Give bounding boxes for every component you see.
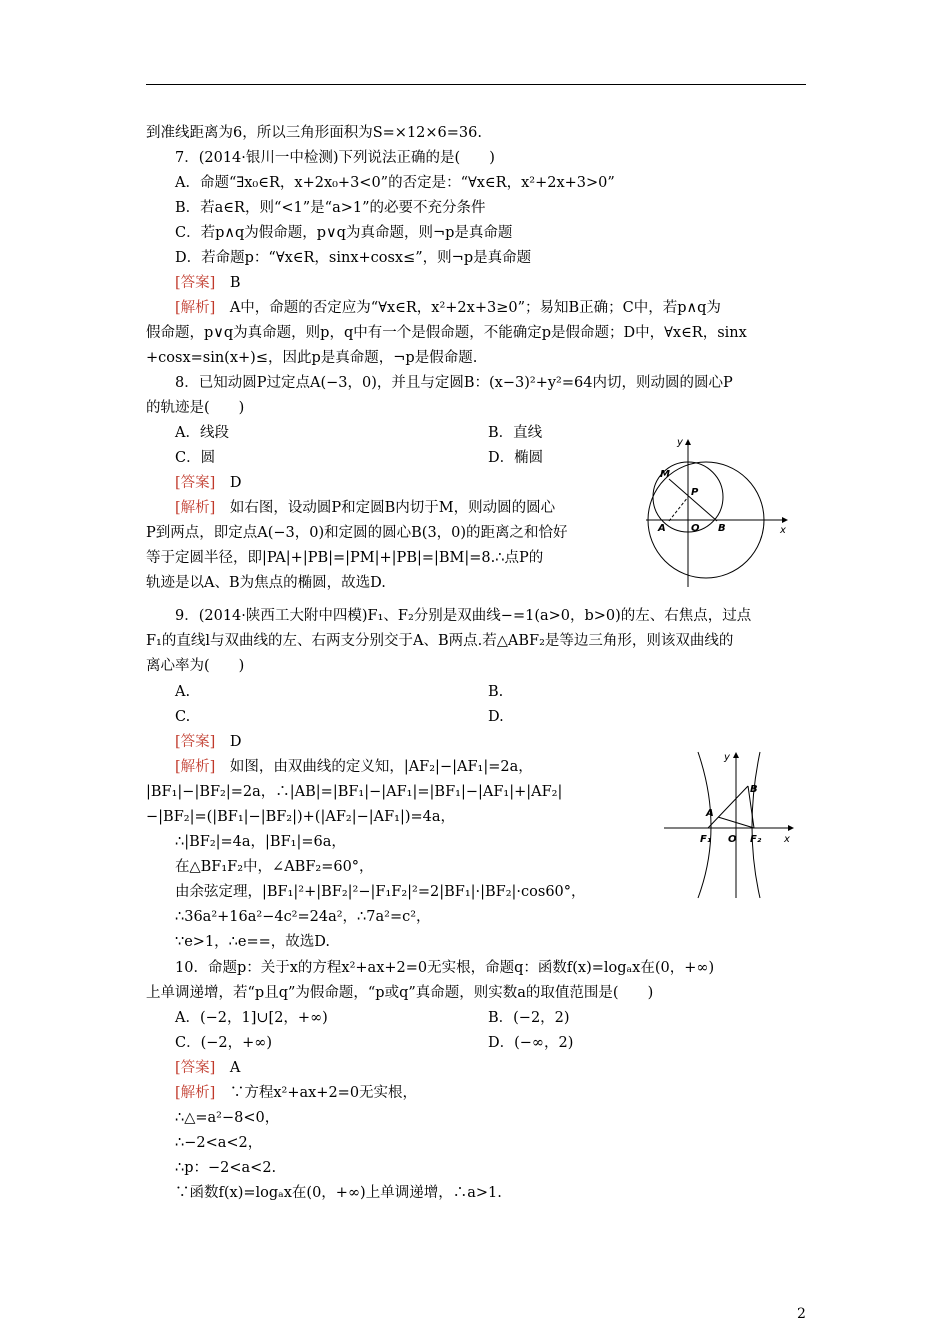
text-line: F₁的直线l与双曲线的左、右两支分别交于A、B两点.若△ABF₂是等边三角形，则该双曲线的 [146, 633, 734, 649]
question-9-option-c: C. [175, 709, 191, 725]
analysis-text: ∵方程x²+ax+2=0无实根， [229, 1085, 418, 1101]
question-7-option-d: D．若命题p：“∀x∈R，sinx+cosx≤”，则¬p是真命题 [175, 250, 532, 266]
answer-value: D [229, 475, 242, 491]
question-10-stem: 10．命题p：关于x的方程x²+ax+2=0无实根，命题q：函数f(x)=logₐx在(0，+∞) [175, 960, 715, 976]
label-o: O [691, 523, 700, 534]
question-10-option-c: C．(−2，+∞) [175, 1035, 273, 1051]
label-a: A [658, 523, 666, 534]
answer-tag: [答案] [175, 475, 216, 491]
answer-tag: [答案] [175, 1060, 216, 1076]
question-8-option-c: C．圆 [175, 450, 216, 466]
text-line: |BF₁|−|BF₂|=2a，∴|AB|=|BF₁|−|AF₁|=|BF₁|−|AF₁|+|AF₂| [146, 784, 563, 800]
analysis-text: A中，命题的否定应为“∀x∈R，x²+2x+3≥0”；易知B正确；C中，若p∧q为 [229, 300, 721, 316]
segment-pa [669, 497, 688, 521]
segment-mb [669, 479, 717, 521]
analysis-tag: [解析] [175, 1085, 216, 1101]
analysis-text: 如图，由双曲线的定义知，|AF₂|−|AF₁|=2a， [229, 759, 533, 775]
question-8-option-a: A．线段 [175, 425, 229, 441]
question-10-option-d: D．(−∞，2) [488, 1035, 574, 1051]
y-label: y [724, 752, 730, 763]
x-axis-arrow-icon [782, 517, 788, 523]
text-line: P到两点，即定点A(−3，0)和定圆的圆心B(3，0)的距离之和恰好 [146, 525, 568, 541]
answer-line [175, 733, 241, 751]
text-line: ∵e>1，∴e==，故选D. [175, 934, 331, 950]
label-f1: F₁ [700, 834, 712, 845]
answer-tag: [答案] [175, 275, 216, 291]
text-line: ∵函数f(x)=logₐx在(0，+∞)上单调递增，∴a>1. [175, 1185, 502, 1201]
text-line: 轨迹是以A、B为焦点的椭圆，故选D. [146, 575, 386, 591]
answer-value: A [229, 1060, 241, 1076]
analysis-line [175, 1084, 417, 1102]
analysis-line [175, 758, 533, 776]
y-label: y [677, 437, 683, 448]
label-b: B [718, 523, 726, 534]
question-7-stem: 7．(2014·银川一中检测)下列说法正确的是( ) [175, 150, 495, 166]
text-line: 离心率为( ) [146, 658, 245, 674]
question-7-option-c: C．若p∧q为假命题，p∨q为真命题，则¬p是真命题 [175, 225, 513, 241]
analysis-text: 如右图，设动圆P和定圆B内切于M，则动圆的圆心 [229, 500, 556, 516]
analysis-line [175, 299, 721, 317]
text-line: −|BF₂|=(|BF₁|−|BF₂|)+(|AF₂|−|AF₁|)=4a， [146, 809, 456, 825]
label-a: A [706, 808, 714, 819]
question-8-option-d: D．椭圆 [488, 450, 544, 466]
answer-line [175, 1059, 240, 1077]
header-rule [146, 84, 806, 85]
answer-value: B [229, 275, 241, 291]
line-f1b [708, 786, 748, 828]
text-line: 等于定圆半径，即|PA|+|PB|=|PM|+|PB|=|BM|=8.∴点P的 [146, 550, 544, 566]
text-line: 由余弦定理，|BF₁|²+|BF₂|²−|F₁F₂|²=2|BF₁|·|BF₂|·cos60°， [175, 884, 586, 900]
question-7-option-a: A．命题“∃x₀∈R，x+2x₀+3<0”的否定是：“∀x∈R，x²+2x+3>0” [175, 175, 615, 191]
answer-tag: [答案] [175, 734, 216, 750]
question-9-stem: 9．(2014·陕西工大附中四模)F₁、F₂分别是双曲线−=1(a>0，b>0)的左、右焦点，过点 [175, 608, 752, 624]
analysis-line [175, 499, 555, 517]
answer-value: D [229, 734, 242, 750]
question-9-option-a: A. [175, 684, 191, 700]
label-m: M [660, 469, 670, 480]
question-9-option-d: D. [488, 709, 504, 725]
hyperbola-figure [660, 748, 800, 900]
page-number: 2 [797, 1306, 806, 1322]
analysis-tag: [解析] [175, 759, 216, 775]
question-10-option-b: B．(−2，2) [488, 1010, 570, 1026]
analysis-tag: [解析] [175, 500, 216, 516]
analysis-tag: [解析] [175, 300, 216, 316]
hyperbola-left-branch [698, 752, 711, 898]
x-axis-arrow-icon [788, 825, 794, 831]
question-8-option-b: B．直线 [488, 425, 543, 441]
label-b: B [750, 784, 758, 795]
text-line: 到准线距离为6，所以三角形面积为S=×12×6=36. [146, 125, 482, 141]
x-label: x [780, 525, 786, 536]
text-line: ∴△=a²−8<0， [175, 1110, 280, 1126]
y-axis-arrow-icon [733, 752, 739, 758]
label-o: O [728, 834, 737, 845]
label-f2: F₂ [750, 834, 762, 845]
text-line: 在△BF₁F₂中，∠ABF₂=60°， [175, 859, 374, 875]
text-line: ∴36a²+16a²−4c²=24a²，∴7a²=c²， [175, 909, 431, 925]
question-9-option-b: B. [488, 684, 504, 700]
text-line: ∴−2<a<2， [175, 1135, 263, 1151]
answer-line [175, 274, 240, 292]
text-line: ∴p：−2<a<2. [175, 1160, 277, 1176]
answer-line [175, 474, 241, 492]
question-10-option-a: A．(−2，1]∪[2，+∞) [175, 1010, 328, 1026]
y-axis-arrow-icon [685, 439, 691, 445]
x-label: x [784, 834, 790, 845]
text-line: ∴|BF₂|=4a，|BF₁|=6a， [175, 834, 346, 850]
question-8-stem: 8．已知动圆P过定点A(−3，0)，并且与定圆B：(x−3)²+y²=64内切，则动圆的圆心P [175, 375, 733, 391]
text-line: +cosx=sin(x+)≤，因此p是真命题，¬p是假命题. [146, 350, 478, 366]
text-line: 上单调递增，若“p且q”为假命题，“p或q”真命题，则实数a的取值范围是( ) [146, 985, 654, 1001]
text-line: 的轨迹是( ) [146, 400, 245, 416]
question-7-option-b: B．若a∈R，则“<1”是“a>1”的必要不充分条件 [175, 200, 486, 216]
text-line: 假命题，p∨q为真命题，则p，q中有一个是假命题，不能确定p是假命题；D中，∀x∈R，sinx [146, 325, 747, 341]
label-p: P [691, 487, 699, 498]
circle-figure [640, 435, 800, 590]
